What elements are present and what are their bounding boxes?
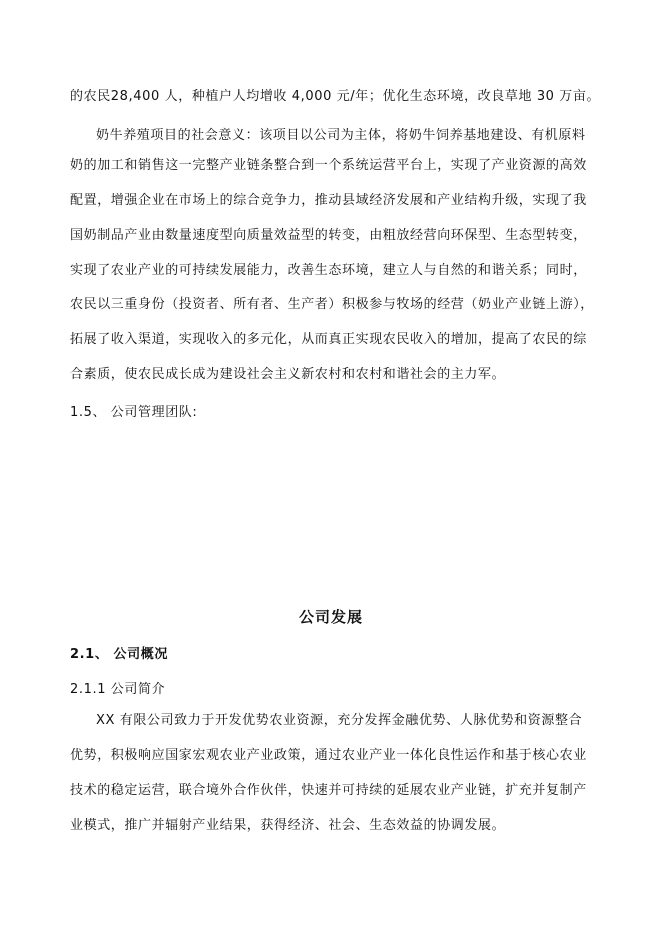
section-heading-1-5: 1.5、 公司管理团队: xyxy=(70,405,198,420)
paragraph-line: 技术的稳定运营，联合境外合作伙伴，快速并可持续的延展农业产业链，扩充并复制产 xyxy=(70,783,587,798)
section-heading-2-1: 2.1、 公司概况 xyxy=(70,647,168,662)
paragraph-line: 的农民28,400 人，种植户人均增收 4,000 元/年；优化生态环境，改良草地 30 万亩。 xyxy=(70,89,601,104)
paragraph-line: 业模式，推广并辐射产业结果，获得经济、社会、生态效益的协调发展。 xyxy=(70,818,506,833)
paragraph-line: 奶的加工和销售这一完整产业链条整合到一个系统运营平台上，实现了产业资源的高效 xyxy=(70,158,587,173)
paragraph-line: 配置，增强企业在市场上的综合竞争力，推动县域经济发展和产业结构升级，实现了我 xyxy=(70,193,587,208)
section-heading-2-1-1: 2.1.1 公司简介 xyxy=(70,682,166,697)
paragraph-line: 优势，积极响应国家宏观农业产业政策，通过农业产业一体化良性运作和基于核心农业 xyxy=(70,748,587,763)
paragraph-line: 农民以三重身份（投资者、所有者、生产者）积极参与牧场的经营（奶业产业链上游）， xyxy=(70,297,594,312)
paragraph-line: 拓展了收入渠道，实现收入的多元化，从而真正实现农民收入的增加，提高了农民的综 xyxy=(70,332,587,347)
paragraph-line: 国奶制品产业由数量速度型向质量效益型的转变，由粗放经营向环保型、生态型转变， xyxy=(70,228,587,243)
chapter-title: 公司发展 xyxy=(298,608,363,626)
paragraph-line: 合素质，使农民成长成为建设社会主义新农村和农村和谐社会的主力军。 xyxy=(70,367,506,382)
paragraph-line: 实现了农业产业的可持续发展能力，改善生态环境，建立人与自然的和谐关系；同时， xyxy=(70,263,587,278)
paragraph-line: XX 有限公司致力于开发优势农业资源，充分发挥金融优势、人脉优势和资源整合 xyxy=(96,713,583,728)
paragraph-line: 奶牛养殖项目的社会意义：该项目以公司为主体，将奶牛饲养基地建设、有机原料 xyxy=(96,128,586,143)
